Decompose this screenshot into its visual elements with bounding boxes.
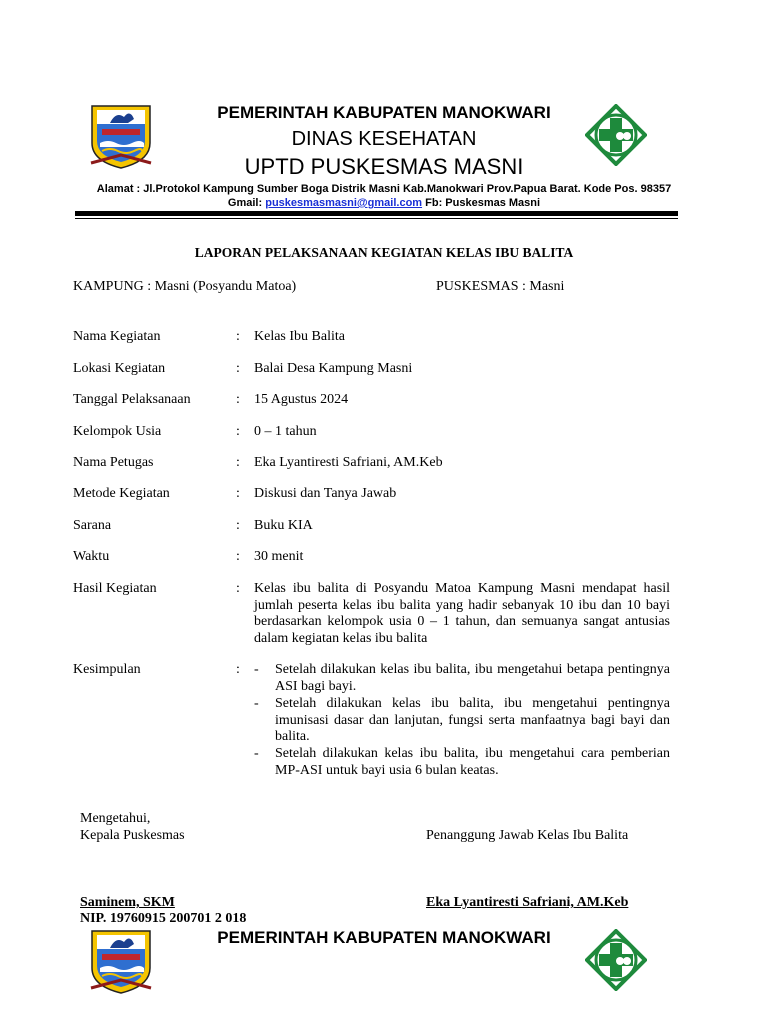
field-colon: :: [236, 361, 240, 376]
header-divider-thick: [75, 211, 678, 216]
field-value: 15 Agustus 2024: [254, 392, 349, 407]
field-label: Metode Kegiatan: [73, 486, 170, 501]
left-signer-role: Kepala Puskesmas: [80, 828, 185, 843]
hasil-label: Hasil Kegiatan: [73, 581, 157, 596]
field-label: Sarana: [73, 518, 112, 533]
field-colon: :: [236, 392, 240, 407]
regency-emblem-logo: [88, 928, 154, 994]
address-line: Alamat : Jl.Protokol Kampung Sumber Boga Distrik Masni Kab.Manokwari Prov.Papua Barat. Kode Pos. 98357: [96, 183, 672, 195]
field-label: Kelompok Usia: [73, 424, 162, 439]
kesimpulan-item: Setelah dilakukan kelas ibu balita, ibu mengetahui cara pemberian MP-ASI untuk bayi usia 6 bulan keatas.: [275, 746, 670, 778]
puskesmas-cross-logo: [585, 929, 647, 991]
field-value: 30 menit: [254, 549, 304, 564]
kesimpulan-item: Setelah dilakukan kelas ibu balita, ibu mengetahui betapa pentingnya ASI bagi bayi.: [275, 662, 670, 694]
report-title: LAPORAN PELAKSANAAN KEGIATAN KELAS IBU BALITA: [194, 245, 574, 260]
kesimpulan-colon: :: [236, 662, 240, 677]
header-divider-thin: [75, 218, 678, 219]
right-signer-name: Eka Lyantiresti Safriani, AM.Keb: [426, 895, 629, 910]
field-value: Eka Lyantiresti Safriani, AM.Keb: [254, 455, 443, 470]
field-label: Nama Kegiatan: [73, 329, 161, 344]
bullet-dash: -: [254, 746, 259, 761]
field-value: Buku KIA: [254, 518, 313, 533]
field-colon: :: [236, 455, 240, 470]
field-colon: :: [236, 549, 240, 564]
field-colon: :: [236, 424, 240, 439]
contact-line: [40, 197, 728, 209]
regency-emblem-logo: [88, 103, 154, 169]
facebook-label: Fb: Puskesmas Masni: [425, 197, 541, 209]
field-value: Diskusi dan Tanya Jawab: [254, 486, 397, 501]
government-heading: PEMERINTAH KABUPATEN MANOKWARI: [217, 103, 551, 122]
department-heading: DINAS KESEHATAN: [291, 128, 477, 150]
email-link[interactable]: puskesmasmasni@gmail.com: [265, 197, 423, 209]
hasil-colon: :: [236, 581, 240, 596]
hasil-text: Kelas ibu balita di Posyandu Matoa Kampung Masni mendapat hasil jumlah peserta kelas ibu balita yang hadir sebanyak 10 ibu dan 10 bayi berdasarkan kelompok usia 0 – 1 tahun, dan semuanya sangat antusias dalam kegiatan kelas ibu balita: [254, 581, 670, 646]
field-label: Tanggal Pelaksanaan: [73, 392, 191, 407]
kampung-line: KAMPUNG : Masni (Posyandu Matoa): [73, 279, 297, 294]
puskesmas-cross-logo: [585, 104, 647, 166]
kesimpulan-item: Setelah dilakukan kelas ibu balita, ibu mengetahui pentingnya imunisasi dasar dan lanjutan, fungsi serta manfaatnya bagi bayi dan balita.: [275, 696, 670, 744]
email-label: Gmail:: [227, 197, 263, 209]
right-signer-role: Penanggung Jawab Kelas Ibu Balita: [426, 828, 629, 843]
field-colon: :: [236, 486, 240, 501]
bullet-dash: -: [254, 662, 259, 677]
field-value: Balai Desa Kampung Masni: [254, 361, 413, 376]
field-colon: :: [236, 329, 240, 344]
field-value: Kelas Ibu Balita: [254, 329, 345, 344]
field-value: 0 – 1 tahun: [254, 424, 317, 439]
field-label: Lokasi Kegiatan: [73, 361, 166, 376]
bullet-dash: -: [254, 696, 259, 711]
left-signer-nip: NIP. 19760915 200701 2 018: [80, 911, 247, 926]
field-label: Waktu: [73, 549, 110, 564]
mengetahui-text: Mengetahui,: [80, 811, 151, 826]
government-heading-repeat: PEMERINTAH KABUPATEN MANOKWARI: [217, 928, 551, 947]
kesimpulan-label: Kesimpulan: [73, 662, 141, 677]
puskesmas-heading: UPTD PUSKESMAS MASNI: [244, 154, 524, 179]
puskesmas-line: PUSKESMAS : Masni: [436, 279, 565, 294]
field-label: Nama Petugas: [73, 455, 154, 470]
field-colon: :: [236, 518, 240, 533]
left-signer-name: Saminem, SKM: [80, 895, 175, 910]
